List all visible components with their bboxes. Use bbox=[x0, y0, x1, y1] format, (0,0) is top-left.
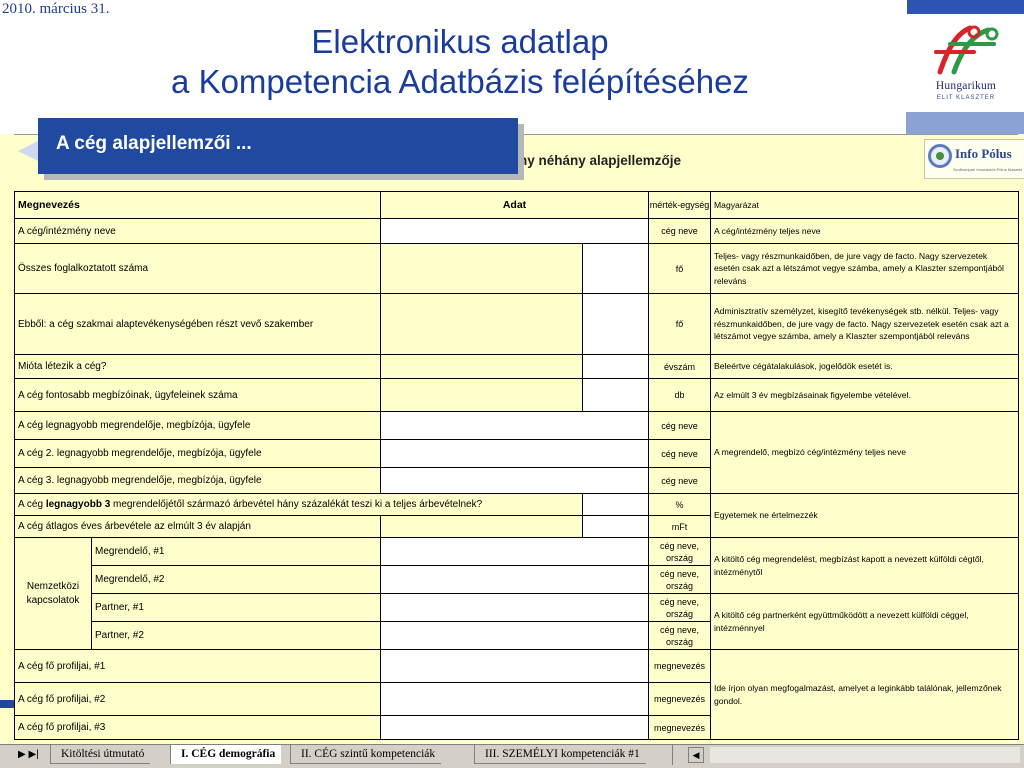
table-row bbox=[15, 219, 1019, 244]
company-name-input[interactable] bbox=[381, 219, 649, 244]
row-unit: db bbox=[649, 379, 711, 412]
row-unit: mFt bbox=[649, 516, 711, 538]
brand-bar bbox=[907, 0, 1024, 14]
date-label: 2010. március 31. bbox=[2, 1, 110, 17]
row-label bbox=[15, 494, 583, 516]
section-banner-label: A cég alapjellemzői ... bbox=[56, 133, 252, 154]
avg-revenue-input[interactable] bbox=[381, 516, 583, 538]
tab-kitoltesi-utmutato[interactable]: Kitöltési útmutató bbox=[50, 745, 150, 764]
row-unit: cég neve bbox=[649, 412, 711, 440]
row-label: A cég fő profiljai, #3 bbox=[15, 716, 381, 740]
profile-2-input[interactable] bbox=[381, 683, 649, 716]
profile-3-input[interactable] bbox=[381, 716, 649, 740]
row-label: A cég 3. legnagyobb megrendelője, megbízója, ügyfele bbox=[15, 468, 381, 494]
row-label: A cég legnagyobb megrendelője, megbízója, ügyfele bbox=[15, 412, 381, 440]
row-label: A cég fő profiljai, #1 bbox=[15, 650, 381, 683]
table-row bbox=[15, 244, 1019, 294]
table-row bbox=[15, 594, 1019, 622]
row-unit: évszám bbox=[649, 355, 711, 379]
table-row bbox=[15, 650, 1019, 683]
row-label: A cég 2. legnagyobb megrendelője, megbízója, ügyfele bbox=[15, 440, 381, 468]
tab-ceg-szintu-kompetenciak[interactable]: II. CÉG szintű kompetenciák bbox=[290, 745, 441, 764]
foreign-partner-2-input[interactable] bbox=[381, 622, 649, 650]
top3-revenue-share-input[interactable] bbox=[583, 494, 649, 516]
row-explanation: Ide írjon olyan megfogalmazást, amelyet a leginkább találónak, jellemzőnek gondol. bbox=[711, 650, 1019, 740]
row-explanation: Az elmúlt 3 év megbízásainak figyelembe vételével. bbox=[711, 379, 1019, 412]
sheet-title: ny néhány alapjellemzője bbox=[519, 153, 682, 168]
total-employees-input[interactable] bbox=[381, 244, 583, 294]
row-explanation: A cég/intézmény teljes neve bbox=[711, 219, 1019, 244]
row-label: Partner, #2 bbox=[92, 622, 381, 650]
third-client-input[interactable] bbox=[381, 468, 649, 494]
row-unit: fő bbox=[649, 244, 711, 294]
row-explanation: Adminisztratív személyzet, kisegítő tevékenységek stb. nélkül. Teljes- vagy részmunkaidőben, de jure vagy de facto. Nagy szervezetek esetén csak azt a létszámot vegye számba, amely a Klaszter szempontjából releváns bbox=[711, 294, 1019, 355]
data-table bbox=[14, 191, 1019, 740]
hungarikum-logo bbox=[912, 22, 1020, 108]
hungarikum-mark-icon bbox=[930, 22, 1002, 78]
row-label: Megrendelő, #1 bbox=[92, 538, 381, 566]
row-label: A cég fő profiljai, #2 bbox=[15, 683, 381, 716]
horizontal-scrollbar[interactable] bbox=[710, 747, 1020, 763]
infopolus-ring-icon bbox=[928, 144, 952, 168]
row-label: Mióta létezik a cég? bbox=[15, 355, 381, 379]
table-row bbox=[15, 355, 1019, 379]
header-data: Adat bbox=[381, 192, 649, 219]
second-client-input[interactable] bbox=[381, 440, 649, 468]
row-unit: fő bbox=[649, 294, 711, 355]
arrow-decoration-icon bbox=[18, 140, 40, 162]
section-banner bbox=[38, 118, 518, 174]
row-label: Megrendelő, #2 bbox=[92, 566, 381, 594]
header-unit: mérték-egység bbox=[649, 192, 711, 219]
sheet-tab-bar bbox=[0, 744, 1024, 768]
foreign-partner-1-input[interactable] bbox=[381, 594, 649, 622]
table-row bbox=[15, 294, 1019, 355]
row-label: A cég átlagos éves árbevétele az elmúlt 3 év alapján bbox=[15, 516, 381, 538]
table-row bbox=[15, 538, 1019, 566]
logo-subtitle: ELIT KLASZTER bbox=[936, 95, 996, 101]
row-unit: cég neve, ország bbox=[649, 538, 711, 566]
row-unit: megnevezés bbox=[649, 716, 711, 740]
table-row bbox=[15, 412, 1019, 440]
row-label-post: megrendelőjétől származó árbevétel hány százalékát teszi ki a teljes árbevételnek? bbox=[110, 499, 483, 510]
avg-revenue-spacer bbox=[583, 516, 649, 538]
founded-year-spacer bbox=[583, 355, 649, 379]
table-row bbox=[15, 494, 1019, 516]
founded-year-input[interactable] bbox=[381, 355, 583, 379]
title-line-2: a Kompetencia Adatbázis felépítéséhez bbox=[171, 63, 749, 100]
header-name: Megnevezés bbox=[15, 192, 381, 219]
row-explanation: Egyetemek ne értelmezzék bbox=[711, 494, 1019, 538]
infopolus-tagline: Szoftveripari Innovációs Pólus Klaszter bbox=[953, 167, 1023, 172]
row-unit: megnevezés bbox=[649, 650, 711, 683]
row-explanation: A kitöltő cég partnerként együttműködött a nevezett külföldi céggel, intézménnyel bbox=[711, 594, 1019, 650]
row-unit: cég neve bbox=[649, 219, 711, 244]
table-row bbox=[15, 379, 1019, 412]
title-line-1: Elektronikus adatlap bbox=[311, 23, 609, 60]
row-label-bold: legnagyobb 3 bbox=[45, 499, 111, 510]
largest-client-input[interactable] bbox=[381, 412, 649, 440]
table-header-row bbox=[15, 192, 1019, 219]
tab-scroll-left-button[interactable]: ◀ bbox=[688, 747, 704, 763]
row-unit: cég neve bbox=[649, 468, 711, 494]
foreign-client-1-input[interactable] bbox=[381, 538, 649, 566]
international-group-label: Nemzetközi kapcsolatok bbox=[15, 538, 92, 650]
row-explanation: Beleértve cégátalakulások, jogelődök esetét is. bbox=[711, 355, 1019, 379]
row-unit: cég neve, ország bbox=[649, 594, 711, 622]
tab-ceg-demografia[interactable]: I. CÉG demográfia bbox=[170, 745, 281, 764]
professional-staff-spacer bbox=[583, 294, 649, 355]
total-employees-spacer bbox=[583, 244, 649, 294]
row-unit: megnevezés bbox=[649, 683, 711, 716]
row-unit: % bbox=[649, 494, 711, 516]
tab-szemelyi-kompetenciak-1[interactable]: III. SZEMÉLYI kompetenciák #1 bbox=[474, 745, 646, 764]
client-count-input[interactable] bbox=[381, 379, 583, 412]
left-edge-accent bbox=[0, 700, 14, 708]
row-unit: cég neve, ország bbox=[649, 566, 711, 594]
row-explanation: A megrendelő, megbízó cég/intézmény teljes neve bbox=[711, 412, 1019, 494]
row-explanation: Teljes- vagy részmunkaidőben, de jure vagy de facto. Nagy szervezetek esetén csak azt a létszámot vegye számba, amely a Klaszter szempontjából releváns bbox=[711, 244, 1019, 294]
row-label: Összes foglalkoztatott száma bbox=[15, 244, 381, 294]
tab-scroll-last-button[interactable]: ▶ ▶| bbox=[18, 749, 39, 760]
row-unit: cég neve bbox=[649, 440, 711, 468]
header-explanation: Magyarázat bbox=[711, 192, 1019, 219]
row-label: A cég/intézmény neve bbox=[15, 219, 381, 244]
row-label: A cég fontosabb megbízóinak, ügyfeleinek száma bbox=[15, 379, 381, 412]
row-explanation: A kitöltő cég megrendelést, megbízást kapott a nevezett külföldi cégtől, intézménytől bbox=[711, 538, 1019, 594]
row-label-pre: A cég bbox=[18, 499, 46, 510]
client-count-spacer bbox=[583, 379, 649, 412]
page-title bbox=[100, 22, 820, 102]
row-label: Ebből: a cég szakmai alaptevékenységében részt vevő szakember bbox=[15, 294, 381, 355]
foreign-client-2-input[interactable] bbox=[381, 566, 649, 594]
professional-staff-input[interactable] bbox=[381, 294, 583, 355]
row-label: Partner, #1 bbox=[92, 594, 381, 622]
logo-wordmark: Hungarikum bbox=[935, 80, 997, 92]
infopolus-name: Info Pólus bbox=[955, 146, 1012, 161]
tab-separator bbox=[672, 745, 673, 765]
row-unit: cég neve, ország bbox=[649, 622, 711, 650]
profile-1-input[interactable] bbox=[381, 650, 649, 683]
infopolus-logo bbox=[924, 139, 1024, 179]
